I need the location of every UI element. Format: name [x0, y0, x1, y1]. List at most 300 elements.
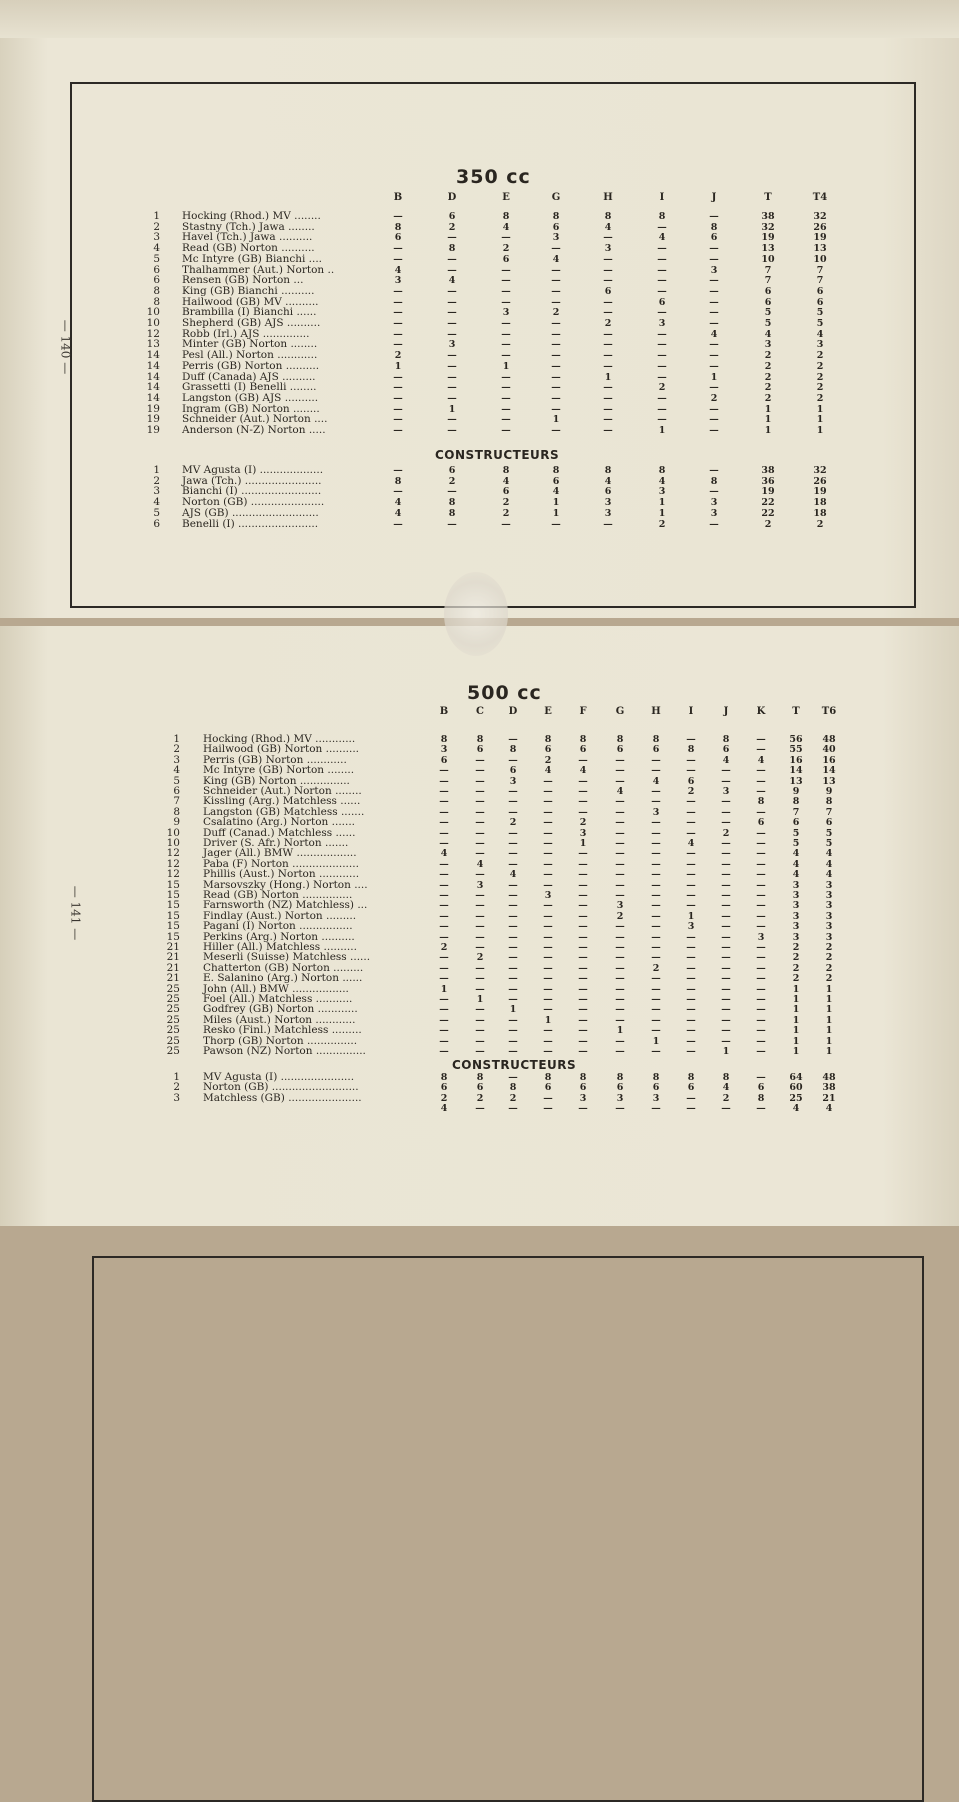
points-cell: —: [686, 806, 696, 818]
points-cell: —: [603, 403, 613, 415]
points-cell: 3: [792, 879, 800, 891]
points-cell: —: [475, 754, 485, 766]
points-cell: —: [756, 1004, 766, 1016]
points-cell: 8: [710, 475, 718, 487]
points-cell: 4: [792, 1103, 800, 1115]
rank: 25: [166, 1003, 180, 1016]
points-cell: —: [721, 1025, 731, 1037]
entry-name: Duff (Canad.) Matchless ......: [203, 826, 356, 839]
points-cell: 8: [616, 1072, 624, 1083]
points-cell: 2: [825, 973, 833, 985]
entry-name: Brambilla (I) Bianchi ......: [182, 306, 317, 319]
points-cell: —: [615, 827, 625, 839]
points-cell: —: [501, 296, 511, 308]
rank: 6: [173, 785, 180, 797]
entry-name: Foel (All.) Matchless ...........: [203, 993, 353, 1005]
points-cell: 1: [816, 403, 824, 415]
points-cell: —: [447, 382, 457, 394]
points-cell: 3: [476, 879, 484, 891]
points-cell: —: [543, 1035, 553, 1047]
points-cell: —: [686, 1103, 696, 1115]
points-cell: 2: [687, 786, 695, 797]
rank: 3: [153, 231, 160, 244]
points-cell: —: [578, 1035, 588, 1047]
points-cell: —: [756, 1046, 766, 1057]
points-cell: 1: [552, 507, 560, 519]
points-cell: 1: [502, 360, 510, 372]
points-cell: —: [543, 817, 553, 829]
points-cell: —: [657, 243, 667, 255]
points-cell: —: [651, 879, 661, 891]
entry-name: Meserli (Suisse) Matchless ......: [203, 951, 371, 964]
points-cell: —: [578, 952, 588, 964]
rank: 5: [153, 506, 160, 519]
points-cell: 1: [604, 371, 612, 383]
points-cell: —: [508, 900, 518, 912]
points-cell: 8: [579, 1072, 587, 1083]
points-cell: —: [603, 360, 613, 372]
points-cell: 8: [658, 211, 666, 222]
points-cell: 2: [764, 518, 772, 530]
rank: 19: [146, 413, 160, 426]
points-cell: 3: [687, 921, 695, 933]
points-cell: —: [508, 931, 518, 943]
entry-name: Hailwood (GB) Norton ..........: [203, 743, 360, 756]
points-cell: 8: [604, 465, 612, 476]
points-cell: —: [543, 1025, 553, 1037]
points-cell: 8: [652, 1072, 660, 1083]
points-cell: 1: [476, 994, 484, 1005]
points-cell: —: [551, 425, 561, 436]
points-cell: 6: [448, 211, 456, 222]
points-cell: —: [393, 296, 403, 308]
entry-name: Ingram (GB) Norton ........: [182, 402, 320, 415]
points-cell: —: [615, 1046, 625, 1057]
points-cell: 21: [822, 1092, 836, 1104]
entry-name: Perkins (Arg.) Norton ..........: [203, 930, 355, 943]
points-cell: 2: [764, 350, 772, 362]
points-cell: 3: [710, 497, 718, 509]
points-cell: —: [721, 879, 731, 891]
points-cell: 2: [652, 962, 660, 974]
entry-name: Thalhammer (Aut.) Norton ..: [182, 263, 335, 276]
points-cell: —: [501, 414, 511, 426]
points-cell: —: [686, 962, 696, 974]
points-cell: —: [543, 952, 553, 964]
points-cell: —: [508, 838, 518, 849]
entry-name: Perris (GB) Norton ..........: [182, 359, 320, 372]
points-cell: —: [508, 962, 518, 974]
points-cell: 4: [394, 507, 402, 519]
points-cell: —: [508, 858, 518, 870]
points-cell: 2: [502, 243, 510, 255]
points-cell: —: [657, 221, 667, 233]
points-cell: —: [508, 848, 518, 860]
points-cell: —: [615, 869, 625, 881]
points-cell: —: [756, 1103, 766, 1115]
points-cell: —: [721, 1035, 731, 1047]
points-cell: 2: [658, 518, 666, 530]
points-cell: —: [393, 285, 403, 297]
points-cell: 13: [813, 243, 827, 255]
points-cell: —: [393, 392, 403, 404]
points-cell: 8: [448, 497, 456, 509]
points-cell: —: [508, 921, 518, 933]
points-cell: 8: [502, 465, 510, 476]
points-cell: —: [651, 890, 661, 901]
points-cell: —: [447, 350, 457, 362]
points-cell: —: [508, 806, 518, 818]
points-cell: —: [686, 952, 696, 964]
points-cell: —: [501, 285, 511, 297]
rider-row: [0, 838, 959, 849]
rank: 21: [166, 941, 180, 953]
points-cell: —: [686, 994, 696, 1005]
points-cell: —: [756, 786, 766, 797]
rider-row: [0, 232, 959, 243]
rider-row: [0, 307, 959, 318]
points-cell: 6: [604, 285, 612, 297]
points-cell: —: [578, 754, 588, 766]
points-cell: —: [721, 1004, 731, 1016]
rider-row: [0, 297, 959, 308]
points-cell: —: [657, 414, 667, 426]
rider-row: [0, 1004, 959, 1015]
points-cell: —: [501, 232, 511, 244]
rider-row: [0, 1036, 959, 1047]
points-cell: 8: [710, 221, 718, 233]
points-cell: 3: [792, 900, 800, 912]
points-cell: —: [393, 486, 403, 498]
points-cell: —: [551, 243, 561, 255]
rank: 4: [153, 242, 160, 255]
points-cell: —: [756, 983, 766, 995]
points-cell: —: [709, 403, 719, 415]
points-cell: —: [657, 403, 667, 415]
constructors-heading: CONSTRUCTEURS: [452, 1058, 577, 1072]
entry-name: MV Agusta (I) ......................: [203, 1071, 355, 1083]
points-cell: —: [439, 994, 449, 1005]
entry-name: Csalatino (Arg.) Norton .......: [203, 816, 356, 829]
points-cell: —: [439, 921, 449, 933]
rank: 15: [166, 909, 180, 922]
points-cell: —: [447, 371, 457, 383]
points-cell: 1: [825, 1014, 833, 1026]
points-cell: —: [756, 921, 766, 933]
column-header: F: [579, 706, 587, 717]
points-cell: 8: [394, 475, 402, 487]
points-cell: 6: [476, 1082, 484, 1094]
points-cell: —: [709, 285, 719, 297]
points-cell: 2: [448, 475, 456, 487]
points-cell: —: [756, 858, 766, 870]
points-cell: —: [447, 253, 457, 265]
points-cell: —: [501, 371, 511, 383]
points-cell: 22: [761, 507, 775, 519]
entry-name: John (All.) BMW .................: [203, 982, 349, 995]
points-cell: —: [756, 775, 766, 787]
entry-name: Chatterton (GB) Norton .........: [203, 961, 364, 974]
points-cell: —: [475, 848, 485, 860]
page-edge: [0, 0, 959, 38]
column-header: T6: [821, 706, 837, 717]
points-cell: 2: [579, 817, 587, 829]
points-cell: —: [475, 1046, 485, 1057]
points-cell: —: [508, 994, 518, 1005]
points-cell: —: [439, 775, 449, 787]
entry-name: Jawa (Tch.) .......................: [182, 474, 322, 487]
points-cell: 3: [502, 307, 510, 319]
points-cell: 6: [816, 285, 824, 297]
points-cell: 6: [509, 765, 517, 777]
points-cell: —: [657, 371, 667, 383]
points-cell: 3: [616, 900, 624, 912]
points-cell: 6: [764, 296, 772, 308]
points-cell: 3: [394, 275, 402, 287]
points-cell: 48: [822, 734, 836, 745]
points-cell: —: [686, 931, 696, 943]
points-cell: 2: [816, 382, 824, 394]
points-cell: —: [615, 983, 625, 995]
points-cell: —: [578, 1014, 588, 1026]
points-cell: —: [551, 285, 561, 297]
constructor-row: [0, 465, 959, 476]
points-cell: —: [508, 1025, 518, 1037]
points-cell: —: [603, 275, 613, 287]
points-cell: —: [447, 392, 457, 404]
points-cell: 2: [509, 1092, 517, 1104]
points-cell: 8: [552, 465, 560, 476]
entry-name: Robb (Irl.) AJS ..............: [182, 327, 310, 340]
points-cell: 1: [764, 425, 772, 436]
points-cell: —: [501, 382, 511, 394]
points-cell: 6: [652, 744, 660, 756]
rider-row: [0, 942, 959, 953]
points-cell: —: [543, 796, 553, 808]
points-cell: 4: [544, 765, 552, 777]
points-cell: —: [508, 973, 518, 985]
rider-row: [0, 275, 959, 286]
entry-name: Schneider (Aut.) Norton ........: [203, 785, 362, 797]
points-cell: —: [501, 275, 511, 287]
points-cell: 4: [476, 858, 484, 870]
points-cell: —: [709, 296, 719, 308]
rank: 25: [166, 993, 180, 1005]
points-cell: 1: [816, 414, 824, 426]
rank: 14: [146, 391, 160, 404]
points-cell: —: [721, 858, 731, 870]
points-cell: —: [615, 921, 625, 933]
column-header: T: [764, 192, 772, 203]
points-cell: —: [756, 879, 766, 891]
points-cell: 3: [604, 507, 612, 519]
points-cell: —: [475, 1035, 485, 1047]
points-cell: 3: [757, 931, 765, 943]
points-cell: 7: [764, 275, 772, 287]
points-cell: 2: [502, 497, 510, 509]
points-cell: 60: [789, 1082, 803, 1094]
rank: 13: [146, 338, 160, 351]
entry-name: Perris (GB) Norton ............: [203, 753, 347, 766]
points-cell: —: [543, 775, 553, 787]
points-cell: —: [543, 921, 553, 933]
points-cell: —: [439, 869, 449, 881]
points-cell: 6: [579, 1082, 587, 1094]
points-cell: —: [709, 243, 719, 255]
points-cell: —: [439, 1014, 449, 1026]
points-cell: —: [543, 848, 553, 860]
points-cell: —: [543, 931, 553, 943]
points-cell: —: [686, 900, 696, 912]
points-cell: —: [393, 382, 403, 394]
points-cell: —: [686, 1035, 696, 1047]
entry-name: Read (GB) Norton ..........: [182, 242, 315, 255]
rider-row: [0, 350, 959, 361]
rider-row: [0, 265, 959, 276]
points-cell: —: [475, 1014, 485, 1026]
points-cell: —: [439, 900, 449, 912]
points-cell: —: [651, 848, 661, 860]
points-cell: 6: [440, 1082, 448, 1094]
points-cell: —: [657, 253, 667, 265]
points-cell: —: [439, 817, 449, 829]
points-cell: 1: [722, 1046, 730, 1057]
rank: 7: [173, 795, 180, 808]
points-cell: 38: [761, 465, 775, 476]
points-cell: 6: [502, 253, 510, 265]
points-cell: —: [657, 264, 667, 276]
points-cell: —: [651, 858, 661, 870]
points-cell: —: [508, 827, 518, 839]
points-cell: —: [603, 328, 613, 340]
points-cell: 7: [816, 264, 824, 276]
points-cell: —: [508, 786, 518, 797]
entry-name: E. Salanino (Arg.) Norton ......: [203, 972, 363, 985]
points-cell: 1: [394, 360, 402, 372]
points-cell: —: [657, 360, 667, 372]
points-cell: —: [756, 900, 766, 912]
points-cell: 18: [813, 507, 827, 519]
entry-name: Bianchi (I) ........................: [182, 485, 322, 498]
points-cell: —: [578, 921, 588, 933]
page-title-350cc: 350 cc: [456, 166, 531, 188]
rider-row: [0, 880, 959, 891]
points-cell: 8: [509, 744, 517, 756]
points-cell: —: [578, 973, 588, 985]
points-cell: —: [551, 339, 561, 351]
points-cell: —: [603, 253, 613, 265]
points-cell: —: [709, 382, 719, 394]
points-cell: —: [501, 318, 511, 329]
points-cell: —: [475, 786, 485, 797]
points-cell: —: [393, 243, 403, 255]
points-cell: 2: [476, 1092, 484, 1104]
points-cell: 16: [789, 754, 803, 766]
points-cell: —: [543, 827, 553, 839]
points-cell: —: [709, 307, 719, 319]
rider-row: [0, 211, 959, 222]
points-cell: —: [501, 518, 511, 530]
column-header: J: [723, 706, 729, 717]
points-cell: —: [578, 806, 588, 818]
points-cell: —: [447, 414, 457, 426]
rider-row: [0, 382, 959, 393]
entry-name: Jager (All.) BMW ..................: [203, 847, 357, 860]
points-cell: —: [603, 414, 613, 426]
points-cell: 3: [604, 243, 612, 255]
entry-name: Norton (GB) ..........................: [203, 1081, 359, 1094]
points-cell: 3: [710, 264, 718, 276]
points-cell: 1: [509, 1004, 517, 1016]
points-cell: 3: [579, 1092, 587, 1104]
points-cell: 8: [448, 507, 456, 519]
points-cell: —: [756, 973, 766, 985]
points-cell: 1: [448, 403, 456, 415]
points-cell: 2: [722, 1092, 730, 1104]
rank: 21: [166, 951, 180, 964]
entry-name: Pesl (All.) Norton ............: [182, 349, 318, 362]
points-cell: —: [447, 328, 457, 340]
points-cell: 18: [813, 497, 827, 509]
constructors-heading: CONSTRUCTEURS: [435, 448, 560, 462]
rank: 14: [146, 359, 160, 372]
points-cell: 3: [792, 910, 800, 922]
points-cell: —: [657, 285, 667, 297]
points-cell: —: [439, 1035, 449, 1047]
points-cell: —: [615, 879, 625, 891]
page-title-500cc: 500 cc: [467, 682, 542, 704]
points-cell: 1: [792, 994, 800, 1005]
points-cell: 8: [544, 734, 552, 745]
rank: 2: [173, 1081, 180, 1094]
rank: 19: [146, 402, 160, 415]
points-cell: 6: [616, 1082, 624, 1094]
points-cell: —: [501, 350, 511, 362]
points-cell: 1: [825, 983, 833, 995]
points-cell: —: [721, 817, 731, 829]
points-cell: —: [721, 869, 731, 881]
points-cell: 6: [552, 475, 560, 487]
points-cell: —: [475, 1103, 485, 1115]
rider-row: [0, 796, 959, 807]
points-cell: —: [475, 806, 485, 818]
entry-name: Hocking (Rhod.) MV ............: [203, 733, 356, 745]
points-cell: —: [508, 1103, 518, 1115]
points-cell: 6: [476, 744, 484, 756]
points-cell: —: [578, 890, 588, 901]
points-cell: 2: [722, 827, 730, 839]
points-cell: —: [475, 827, 485, 839]
points-cell: —: [657, 307, 667, 319]
points-cell: —: [651, 1046, 661, 1057]
points-cell: —: [686, 879, 696, 891]
points-cell: 10: [813, 253, 827, 265]
points-cell: 8: [722, 734, 730, 745]
points-cell: —: [543, 1004, 553, 1016]
points-cell: —: [657, 350, 667, 362]
rider-row: [0, 859, 959, 870]
points-cell: —: [686, 1014, 696, 1026]
points-cell: —: [578, 1103, 588, 1115]
column-header: E: [502, 192, 510, 203]
points-cell: —: [439, 890, 449, 901]
points-cell: —: [578, 942, 588, 953]
points-cell: 4: [687, 838, 695, 849]
column-header: T: [792, 706, 800, 717]
points-cell: —: [508, 890, 518, 901]
points-cell: 4: [757, 754, 765, 766]
points-cell: —: [651, 786, 661, 797]
